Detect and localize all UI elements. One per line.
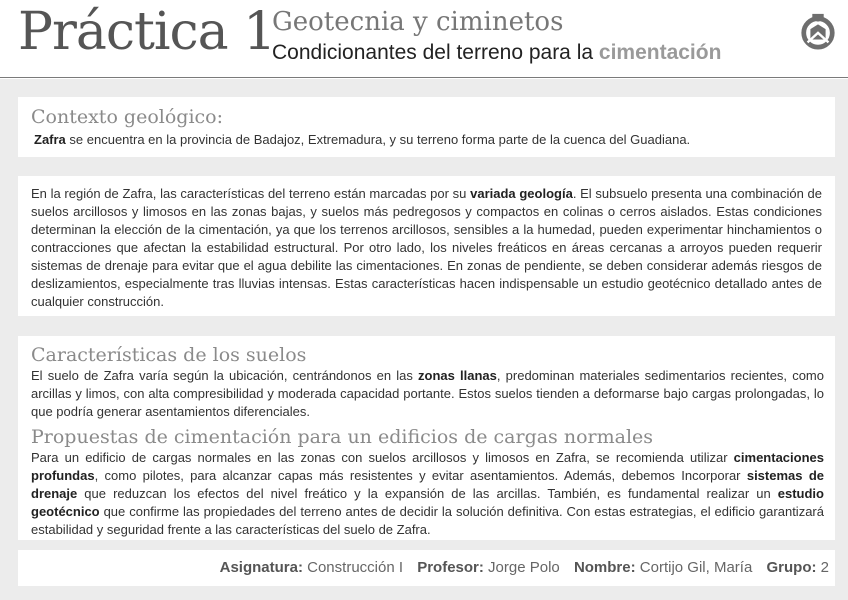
context-body: se encuentra en la provincia de Badajoz, Extremadura, y su terreno forma parte de la cuenca del Guadiana. <box>65 132 691 147</box>
university-emblem-icon <box>799 12 837 50</box>
professor-label: Profesor: <box>417 559 484 576</box>
footer-card <box>18 550 835 586</box>
proposals-bold-c: estudio geotécnico <box>31 486 824 519</box>
professor-value: Jorge Polo <box>483 559 560 576</box>
soils-text-b: , predominan materiales sedimentarios recientes, como arcillas y limos, con alta compresibilidad y moderada capacidad portante. Estos suelos tienden a deformarse bajo cargas prolongadas, lo que podría generar asentamientos diferenciales. <box>31 368 824 419</box>
subject-title: Geotecnia y ciminetos <box>272 7 564 37</box>
page-subtitle <box>272 40 721 66</box>
region-card <box>18 176 835 316</box>
subtitle-main: Condicionantes del terreno para la <box>272 41 594 64</box>
proposals-text-c: que reduzcan los efectos del nivel freático y la expansión de las arcillas. También, es fundamental realizar un <box>77 486 778 501</box>
context-title: Contexto geológico: <box>31 106 224 128</box>
footer-subject <box>220 559 403 576</box>
region-text-a: En la región de Zafra, las características del terreno están marcadas por su <box>31 186 471 201</box>
soils-text-a: El suelo de Zafra varía según la ubicación, centrándonos en las <box>31 368 419 383</box>
context-card <box>18 97 835 157</box>
footer-group <box>766 559 829 576</box>
proposals-text-d: que confirme las propiedades del terreno antes de decidir la solución definitiva. Con estas estrategias, el edificio garantizará estabilidad y seguridad frente a las características del suelo de Zafra. <box>31 504 824 537</box>
subject-label: Asignatura: <box>219 559 303 576</box>
soils-title: Características de los suelos <box>31 344 307 366</box>
footer-name <box>574 559 752 576</box>
practice-title: Práctica 1 <box>18 2 276 62</box>
soils-bold-a: zonas llanas <box>418 368 497 383</box>
footer-professor <box>417 559 560 576</box>
group-label: Grupo: <box>766 559 817 576</box>
soils-text <box>31 367 824 421</box>
region-bold-a: variada geología <box>470 186 573 201</box>
name-label: Nombre: <box>573 559 636 576</box>
region-text <box>31 185 822 311</box>
page-header <box>0 0 848 78</box>
group-value: 2 <box>816 559 829 576</box>
footer-info <box>210 559 829 576</box>
proposals-text <box>31 449 824 539</box>
proposals-bold-b: sistemas de drenaje <box>31 468 824 501</box>
context-bold-lead: Zafra <box>34 132 66 147</box>
name-value: Cortijo Gil, María <box>635 559 753 576</box>
proposals-title: Propuestas de cimentación para un edificios de cargas normales <box>31 426 654 448</box>
subject-value: Construcción I <box>302 559 404 576</box>
soils-card <box>18 336 835 540</box>
region-text-b: . El subsuelo presenta una combinación de suelos arcillosos y limosos en las zonas bajas, y suelos más pedregosos y compactos en colinas o cerros aislados. Estas condiciones determinan la elección de la cimentación, ya que los terrenos arcillosos, sensibles a la humedad, pueden experimentar hinchamientos o contracciones que afectan la estabilidad estructural. Por otro lado, los niveles freáticos en áreas cercanas a arroyos pueden requerir sistemas de drenaje para evitar que el agua debilite las cimentaciones. En zonas de pendiente, se deben considerar además riesgos de deslizamientos, especialmente tras lluvias intensas. Estas características hacen indispensable un estudio geotécnico detallado antes de cualquier construcción. <box>31 186 822 309</box>
proposals-text-a: Para un edificio de cargas normales en las zonas con suelos arcillosos y limosos en Zafra, se recomienda utilizar <box>31 450 734 465</box>
proposals-text-b: , como pilotes, para alcanzar capas más resistentes y evitar asentamientos. Además, debemos Incorporar <box>94 468 747 483</box>
proposals-bold-a: cimentaciones profundas <box>31 450 824 483</box>
subtitle-highlight: cimentación <box>598 41 722 64</box>
context-text <box>34 131 824 149</box>
